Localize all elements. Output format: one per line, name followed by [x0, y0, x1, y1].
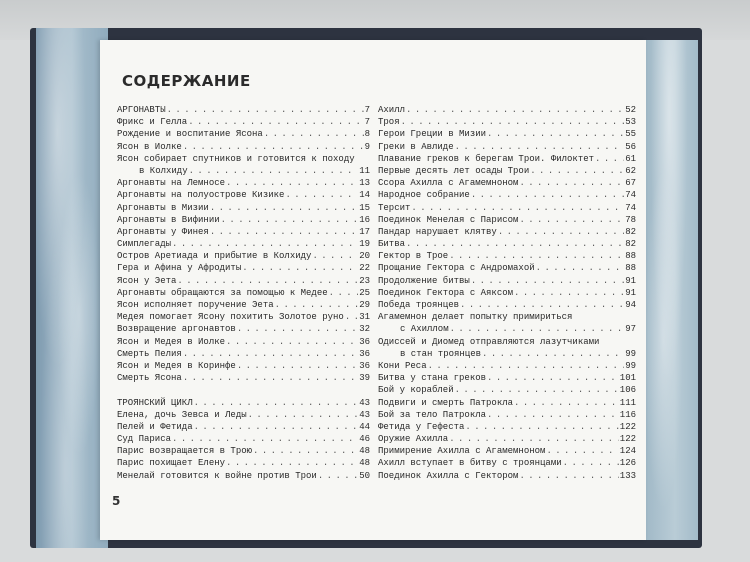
- toc-leader-dots: [183, 348, 358, 360]
- toc-entry: [378, 153, 636, 165]
- toc-entry: [117, 336, 370, 348]
- toc-entry-page: 53: [625, 117, 636, 128]
- toc-entry-title: с Ахиллом: [400, 324, 449, 335]
- endpaper-illustration-left: [36, 28, 108, 548]
- toc-entry-title: Битва у стана греков: [378, 373, 487, 384]
- toc-leader-dots: [183, 372, 358, 384]
- toc-leader-dots: [519, 177, 624, 189]
- toc-entry-title: Поединок Гектора с Аяксом: [378, 287, 514, 298]
- toc-entry-page: 7: [364, 117, 370, 128]
- toc-entry: [378, 445, 636, 457]
- toc-leader-dots: [465, 421, 618, 433]
- toc-entry-title: Народное собрание: [378, 190, 470, 201]
- toc-entry-page: 22: [359, 263, 370, 274]
- toc-entry-title: Ясон и Медея в Коринфе: [117, 360, 236, 371]
- toc-entry-page: 126: [619, 458, 636, 469]
- toc-entry-page: 82: [625, 226, 636, 237]
- toc-entry-title: Троя: [378, 117, 400, 128]
- toc-entry-title: Пандар нарушает клятву: [378, 226, 497, 237]
- toc-entry-page: 9: [364, 141, 370, 152]
- toc-leader-dots: [177, 275, 358, 287]
- toc-leader-dots: [345, 311, 358, 323]
- toc-entry: [378, 214, 636, 226]
- toc-leader-dots: [237, 323, 358, 335]
- toc-entry-page: 91: [625, 275, 636, 286]
- toc-left-column: [117, 104, 370, 482]
- toc-entry: [378, 311, 636, 323]
- toc-entry: [378, 397, 636, 409]
- toc-entry-page: 99: [625, 360, 636, 371]
- toc-leader-dots: [226, 336, 358, 348]
- toc-right-column: [378, 104, 636, 482]
- toc-leader-dots: [455, 384, 619, 396]
- toc-entry-title: Аргонавты в Вифинии: [117, 214, 220, 225]
- toc-entry: [378, 287, 636, 299]
- toc-leader-dots: [242, 262, 358, 274]
- toc-entry-page: 36: [359, 348, 370, 359]
- toc-entry-title: Прощание Гектора с Андромахой: [378, 263, 535, 274]
- toc-entry-title: Фетида у Гефеста: [378, 421, 465, 432]
- toc-entry-page: 36: [359, 360, 370, 371]
- toc-entry-page: 61: [625, 153, 636, 164]
- toc-entry-page: 111: [619, 397, 636, 408]
- toc-leader-dots: [194, 421, 359, 433]
- toc-leader-dots: [253, 445, 358, 457]
- toc-leader-dots: [595, 153, 624, 165]
- toc-entry: [378, 275, 636, 287]
- toc-entry: [378, 470, 636, 482]
- toc-entry: [378, 250, 636, 262]
- toc-entry-title: Терсит: [378, 202, 411, 213]
- toc-entry-title: Аргонавты на Лемносе: [117, 178, 226, 189]
- toc-entry-page: 88: [625, 263, 636, 274]
- toc-entry: [117, 141, 370, 153]
- toc-entry-page: 13: [359, 178, 370, 189]
- toc-entry-title: Смерть Ясона: [117, 373, 182, 384]
- toc-leader-dots: [563, 457, 619, 469]
- toc-entry: [117, 360, 370, 372]
- toc-leader-dots: [498, 226, 624, 238]
- toc-entry: [117, 445, 370, 457]
- toc-entry-page: 133: [619, 470, 636, 481]
- toc-entry-title: Аргонавты обращаются за помощью к Медее: [117, 287, 328, 298]
- toc-leader-dots: [428, 360, 625, 372]
- toc-entry-page: 43: [359, 409, 370, 420]
- toc-entry-page: 99: [625, 348, 636, 359]
- toc-entry-page: 52: [625, 105, 636, 115]
- toc-entry-page: 56: [625, 141, 636, 152]
- toc-entry: [117, 189, 370, 201]
- page-number: 5: [112, 494, 121, 508]
- toc-leader-dots: [312, 250, 358, 262]
- toc-entry: [378, 104, 636, 116]
- toc-leader-dots: [455, 141, 625, 153]
- toc-leader-dots: [275, 299, 359, 311]
- toc-entry-title: Гера и Афина у Афродиты: [117, 263, 242, 274]
- page-title: СОДЕРЖАНИЕ: [122, 72, 251, 90]
- toc-entry-title: Кони Реса: [378, 360, 427, 371]
- toc-leader-dots: [248, 409, 359, 421]
- toc-entry: [117, 470, 370, 482]
- toc-leader-dots: [514, 397, 619, 409]
- toc-leader-dots: [167, 104, 364, 116]
- toc-entry-title: Герои Греции в Мизии: [378, 129, 487, 140]
- toc-entry-page: 7: [364, 105, 370, 115]
- toc-entry: [117, 421, 370, 433]
- toc-entry-page: 31: [359, 312, 370, 323]
- toc-entry-title: АРГОНАВТЫ: [117, 105, 166, 115]
- toc-entry: [117, 433, 370, 445]
- toc-entry-page: 15: [359, 202, 370, 213]
- toc-entry-page: 122: [619, 434, 636, 445]
- toc-entry-page: 122: [619, 421, 636, 432]
- toc-leader-dots: [536, 262, 625, 274]
- toc-entry: [117, 457, 370, 469]
- toc-entry-page: 39: [359, 373, 370, 384]
- toc-entry: [117, 165, 370, 177]
- toc-leader-dots: [172, 433, 358, 445]
- toc-leader-dots: [411, 202, 624, 214]
- toc-entry-page: 106: [619, 385, 636, 396]
- toc-entry-page: 74: [625, 202, 636, 213]
- toc-entry-title: Смерть Пелия: [117, 348, 182, 359]
- toc-leader-dots: [226, 177, 358, 189]
- toc-entry-title: Пелей и Фетида: [117, 421, 193, 432]
- toc-entry: [117, 299, 370, 311]
- toc-leader-dots: [183, 141, 364, 153]
- toc-entry-page: 36: [359, 336, 370, 347]
- toc-entry: [117, 372, 370, 384]
- toc-leader-dots: [514, 287, 624, 299]
- toc-entry-page: 17: [359, 226, 370, 237]
- toc-entry-page: 32: [359, 324, 370, 335]
- toc-leader-dots: [210, 226, 358, 238]
- toc-entry-page: 62: [625, 165, 636, 176]
- toc-leader-dots: [264, 128, 364, 140]
- toc-entry-title: Рождение и воспитание Ясона: [117, 129, 263, 140]
- toc-leader-dots: [546, 445, 618, 457]
- toc-entry-page: 74: [625, 190, 636, 201]
- toc-entry-page: 14: [359, 190, 370, 201]
- toc-entry-page: 16: [359, 214, 370, 225]
- toc-entry-title: Парис похищает Елену: [117, 458, 226, 469]
- toc-leader-dots: [226, 457, 358, 469]
- toc-leader-dots: [471, 275, 624, 287]
- toc-leader-dots: [487, 128, 624, 140]
- toc-entry-title: Аргонавты в Мизии: [117, 202, 209, 213]
- toc-entry: [378, 262, 636, 274]
- toc-entry: [117, 202, 370, 214]
- toc-entry-title: в Колхиду: [139, 165, 188, 176]
- toc-entry: [117, 409, 370, 421]
- toc-entry-title: Примирение Ахилла с Агамемноном: [378, 446, 546, 457]
- toc-entry: [117, 311, 370, 323]
- toc-entry-title: Ссора Ахилла с Агамемноном: [378, 178, 519, 189]
- toc-entry-title: Гектор в Трое: [378, 251, 449, 262]
- toc-entry-page: 116: [619, 409, 636, 420]
- toc-leader-dots: [406, 104, 624, 116]
- toc-entry-page: 25: [359, 287, 370, 298]
- toc-entry-title: Победа троянцев: [378, 300, 460, 310]
- toc-entry: [378, 457, 636, 469]
- toc-entry-title: Ахилл: [378, 105, 406, 115]
- toc-entry-page: 46: [359, 434, 370, 445]
- toc-entry-page: 11: [359, 165, 370, 176]
- toc-entry: [117, 262, 370, 274]
- toc-entry-title: Греки в Авлиде: [378, 141, 454, 152]
- toc-entry-title: Поединок Менелая с Парисом: [378, 214, 519, 225]
- toc-entry: [117, 397, 370, 409]
- toc-entry-page: 8: [364, 129, 370, 140]
- toc-entry: [117, 323, 370, 335]
- toc-entry-page: 97: [625, 324, 636, 335]
- toc-entry-page: 48: [359, 446, 370, 457]
- toc-leader-dots: [221, 214, 359, 226]
- toc-leader-dots: [188, 116, 363, 128]
- toc-entry: [378, 189, 636, 201]
- toc-entry: [378, 384, 636, 396]
- toc-entry: [117, 177, 370, 189]
- toc-entry-title: Симплегады: [117, 239, 172, 250]
- toc-entry-page: 88: [625, 251, 636, 262]
- endpaper-illustration-right: [640, 40, 698, 540]
- toc-entry-title: Ясон в Иолке: [117, 141, 182, 152]
- toc-entry-title: Подвиги и смерть Патрокла: [378, 397, 514, 408]
- toc-entry: [378, 336, 636, 348]
- toc-entry: [117, 226, 370, 238]
- toc-entry-title: Елена, дочь Зевса и Леды: [117, 409, 247, 420]
- toc-entry: [378, 433, 636, 445]
- toc-entry: [378, 299, 636, 311]
- toc-entry-page: 23: [359, 275, 370, 286]
- toc-leader-dots: [406, 238, 624, 250]
- toc-entry-title: Одиссей и Диомед отправляются лазутчиками: [378, 336, 600, 347]
- toc-entry-page: 82: [625, 239, 636, 250]
- toc-leader-dots: [519, 214, 624, 226]
- toc-entry: [378, 177, 636, 189]
- toc-entry-title: Возвращение аргонавтов: [117, 324, 236, 335]
- toc-entry-page: 91: [625, 287, 636, 298]
- toc-leader-dots: [487, 372, 619, 384]
- toc-entry-title: Ахилл вступает в битву с троянцами: [378, 458, 562, 469]
- toc-leader-dots: [210, 202, 358, 214]
- toc-entry-title: Агамемнон делает попытку примириться: [378, 312, 573, 323]
- toc-leader-dots: [401, 116, 625, 128]
- toc-entry-page: 29: [359, 300, 370, 310]
- toc-leader-dots: [189, 165, 359, 177]
- toc-leader-dots: [318, 470, 358, 482]
- toc-entry: [378, 128, 636, 140]
- toc-entry-title: Бой у кораблей: [378, 385, 454, 396]
- toc-entry-title: Оружие Ахилла: [378, 434, 449, 445]
- toc-entry-page: 124: [619, 446, 636, 457]
- toc-leader-dots: [519, 470, 618, 482]
- toc-entry-title: Аргонавты на полуострове Кизике: [117, 190, 285, 201]
- toc-entry: [378, 141, 636, 153]
- toc-entry: [117, 153, 370, 165]
- toc-leader-dots: [285, 189, 358, 201]
- toc-entry: [117, 348, 370, 360]
- toc-entry-title: Суд Париса: [117, 434, 172, 445]
- toc-entry: [378, 116, 636, 128]
- toc-entry: [378, 226, 636, 238]
- toc-entry-title: Первые десять лет осады Трои: [378, 165, 530, 176]
- toc-leader-dots: [471, 189, 624, 201]
- toc-entry-page: 78: [625, 214, 636, 225]
- toc-entry: [378, 202, 636, 214]
- toc-entry-page: 101: [619, 373, 636, 384]
- toc-entry-title: Ясон у Эета: [117, 275, 177, 286]
- toc-entry-title: в стан троянцев: [400, 348, 482, 359]
- toc-leader-dots: [449, 250, 624, 262]
- toc-entry-title: Бой за тело Патрокла: [378, 409, 487, 420]
- toc-entry-title: Поединок Ахилла с Гектором: [378, 470, 519, 481]
- toc-entry-title: ТРОЯНСКИЙ ЦИКЛ: [117, 397, 193, 408]
- toc-entry-page: 67: [625, 178, 636, 189]
- toc-entry-title: Парис возвращается в Трою: [117, 446, 253, 457]
- toc-entry-page: 55: [625, 129, 636, 140]
- toc-entry-title: Медея помогает Ясону похитить Золотое руно: [117, 312, 344, 323]
- toc-entry: [378, 348, 636, 360]
- toc-entry: [378, 323, 636, 335]
- toc-entry: [117, 275, 370, 287]
- toc-entry-page: 50: [359, 470, 370, 481]
- toc-entry-page: 43: [359, 397, 370, 408]
- toc-entry: [117, 128, 370, 140]
- toc-entry: [378, 165, 636, 177]
- toc-entry: [378, 238, 636, 250]
- toc-leader-dots: [194, 397, 359, 409]
- toc-leader-dots: [237, 360, 358, 372]
- toc-leader-dots: [530, 165, 624, 177]
- toc-entry-page: 19: [359, 239, 370, 250]
- toc-leader-dots: [329, 287, 359, 299]
- toc-entry-title: Ясон и Медея в Иолке: [117, 336, 226, 347]
- toc-leader-dots: [482, 348, 624, 360]
- toc-entry-title: Плавание греков к берегам Трои. Филоктет: [378, 153, 595, 164]
- toc-entry-title: Фрикс и Гелла: [117, 117, 188, 128]
- toc-leader-dots: [450, 323, 625, 335]
- toc-leader-dots: [487, 409, 619, 421]
- toc-entry: [378, 372, 636, 384]
- toc-entry-title: Менелай готовится к войне против Трои: [117, 470, 317, 481]
- toc-spacer: [117, 384, 370, 396]
- toc-entry-title: Продолжение битвы: [378, 275, 470, 286]
- toc-entry: [117, 238, 370, 250]
- toc-entry: [378, 360, 636, 372]
- toc-entry: [378, 409, 636, 421]
- toc-entry-title: Остров Аретиада и прибытие в Колхиду: [117, 251, 312, 262]
- toc-leader-dots: [172, 238, 358, 250]
- toc-entry: [378, 421, 636, 433]
- toc-entry-page: 20: [359, 251, 370, 262]
- toc-leader-dots: [449, 433, 619, 445]
- toc-entry-title: Битва: [378, 239, 406, 250]
- toc-leader-dots: [460, 299, 624, 311]
- toc-entry: [117, 104, 370, 116]
- toc-entry-title: Ясон собирает спутников и готовится к походу: [117, 153, 355, 164]
- toc-entry: [117, 250, 370, 262]
- toc-entry-page: 44: [359, 421, 370, 432]
- toc-entry-page: 94: [625, 300, 636, 310]
- toc-entry: [117, 116, 370, 128]
- toc-entry: [117, 287, 370, 299]
- toc-entry-title: Ясон исполняет поручение Эета: [117, 300, 274, 310]
- toc-entry-page: 48: [359, 458, 370, 469]
- toc-entry-title: Аргонавты у Финея: [117, 226, 209, 237]
- toc-entry: [117, 214, 370, 226]
